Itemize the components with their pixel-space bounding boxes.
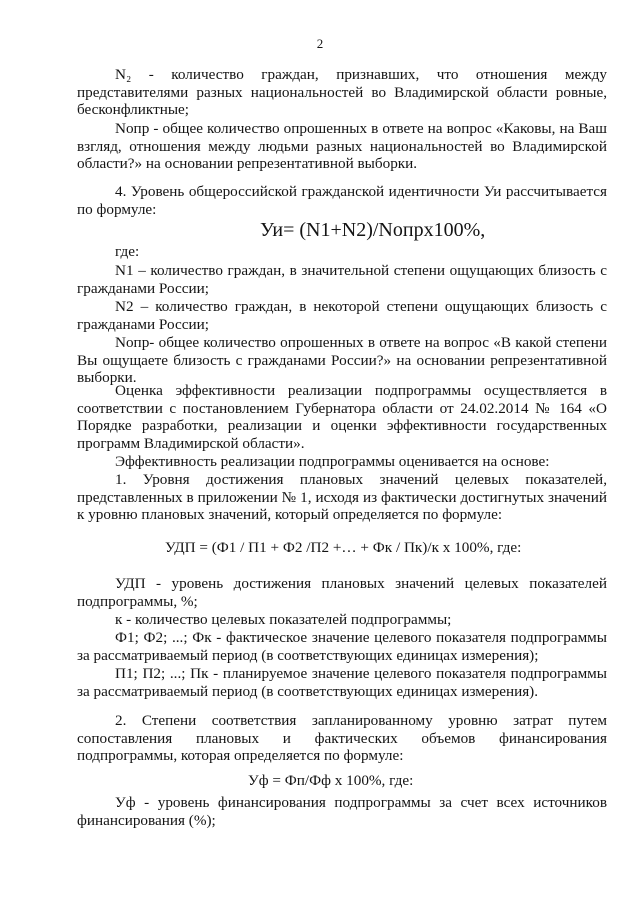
paragraph-n2-closeness: N2 – количество граждан, в некоторой степени ощущающих близость с гражданами России; [77, 298, 607, 333]
paragraph-cost-compliance: 2. Степени соответствия запланированному уровню затрат путем сопоставления плановых и фактических объемов финансирования подпрограммы, которая определяется по формуле: [77, 712, 607, 765]
formula-identity-level: Уи= (N1+N2)/Nопрx100%, [260, 219, 486, 241]
paragraph-achievement-level: 1. Уровня достижения плановых значений целевых показателей, представленных в приложении № 1, исходя из фактически достигнутых значений к уровню плановых значений, который определяется по формуле: [77, 471, 607, 524]
paragraph-efficiency-basis: Эффективность реализации подпрограммы оценивается на основе: [115, 453, 550, 470]
paragraph-evaluation-order: Оценка эффективности реализации подпрограммы осуществляется в соответствии с постановлением Губернатора области от 24.02.2014 № 164 «О Порядке разработки, реализации и оценки эффективности государственных программ Владимирской области». [77, 382, 607, 452]
formula-uf: Уф = Фп/Фф х 100%, где: [248, 772, 414, 789]
where-label: где: [115, 243, 140, 260]
paragraph-k-definition: к - количество целевых показателей подпрограммы; [115, 611, 452, 628]
paragraph-plan-values: П1; П2; ...; Пк - планируемое значение целевого показателя подпрограммы за рассматриваемый период (в соответствующих единицах измерения). [77, 665, 607, 700]
paragraph-identity-level: 4. Уровень общероссийской гражданской идентичности Уи рассчитывается по формуле: [77, 183, 607, 218]
paragraph-nopr-definition: Nопр - общее количество опрошенных в ответе на вопрос «Каковы, на Ваш взгляд, отношения между людьми разных национальностей во Владимирской области?» на основании репрезентативной выборки. [77, 120, 607, 173]
paragraph-nopr-closeness: Nопр- общее количество опрошенных в ответе на вопрос «В какой степени Вы ощущаете близость с гражданами России?» на основании репрезентативной выборки. [77, 334, 607, 387]
paragraph-uf-definition: Уф - уровень финансирования подпрограммы за счет всех источников финансирования (%); [77, 794, 607, 829]
formula-udp: УДП = (Ф1 / П1 + Ф2 /П2 +… + Фк / Пк)/к х 100%, где: [165, 539, 522, 556]
paragraph-fact-values: Ф1; Ф2; ...; Фк - фактическое значение целевого показателя подпрограммы за рассматриваемый период (в соответствующих единицах измерения); [77, 629, 607, 664]
page-number: 2 [316, 36, 324, 51]
paragraph-n1-definition: N1 – количество граждан, в значительной степени ощущающих близость с гражданами России; [77, 262, 607, 297]
paragraph-udp-definition: УДП - уровень достижения плановых значений целевых показателей подпрограммы, %; [77, 575, 607, 610]
paragraph-n2-definition: N₂ - количество граждан, признавших, что отношения между представителями разных национальностей во Владимирской области ровные, бесконфликтные; [77, 66, 607, 119]
